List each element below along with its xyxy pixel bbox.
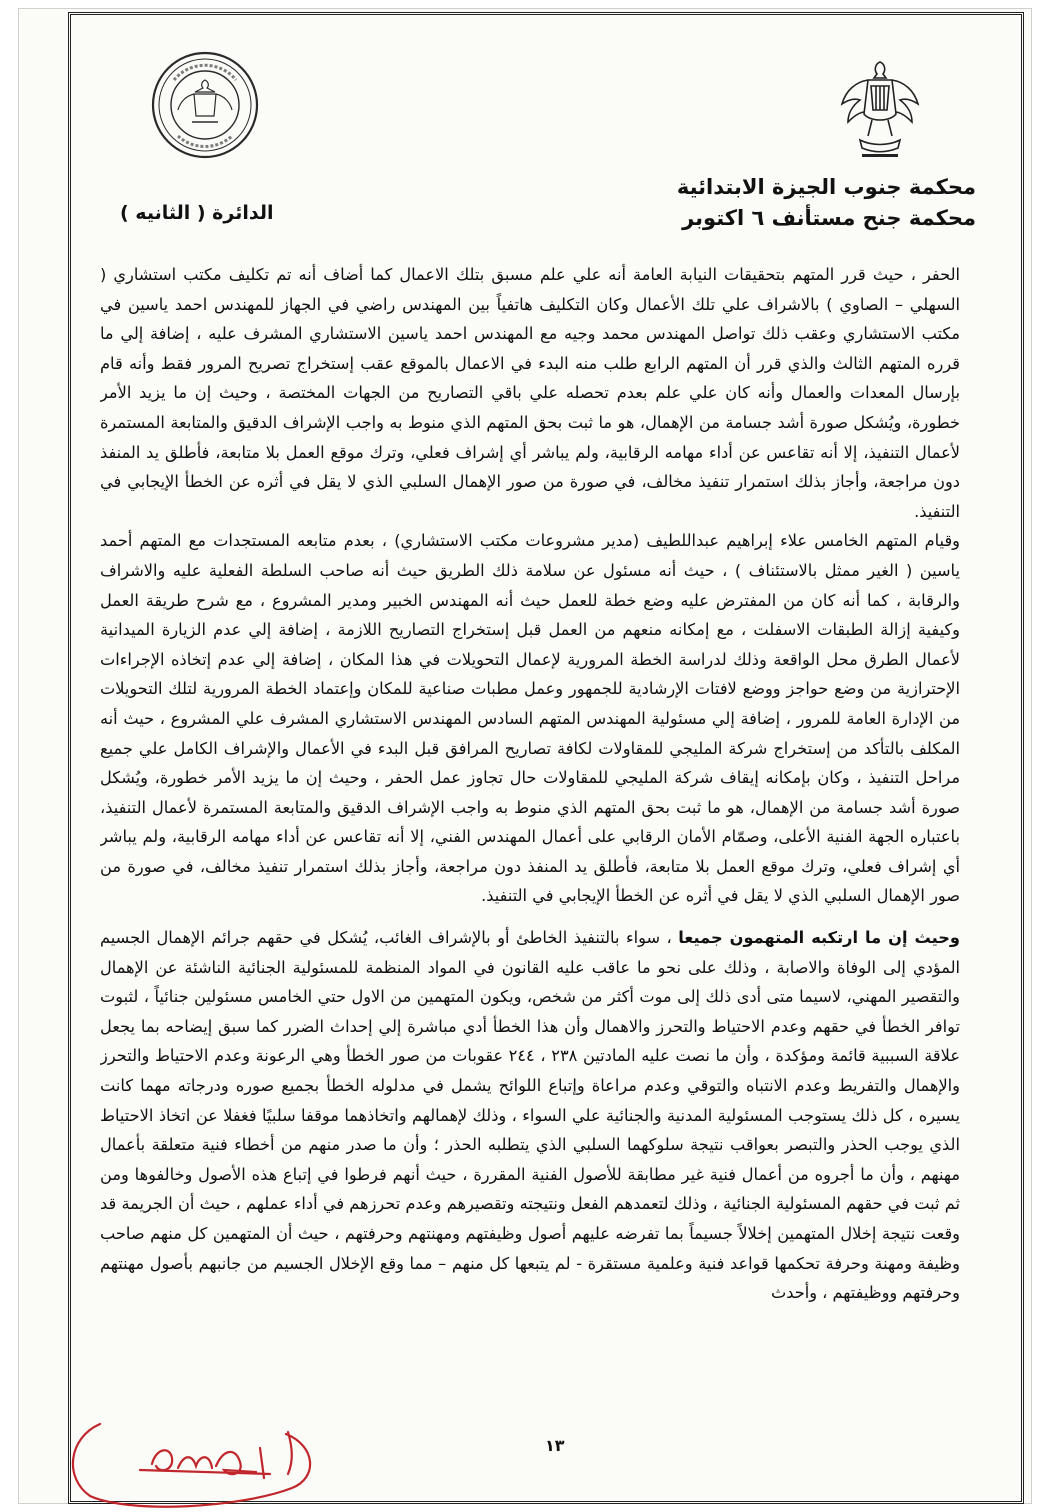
court-name: محكمة جنوب الجيزة الابتدائية [676, 175, 976, 199]
paragraph-2: وقيام المتهم الخامس علاء إبراهيم عبداللطيف (مدير مشروعات مكتب الاستشاري) ، بعدم متابعه المستجدات مع المتهم أحمد ياسين ( الغير ممثل بالاستئناف ) ، حيث أنه مسئول عن سلامة ذلك الطريق حيث أنه صاحب السلطة الفعلية عليه والاشراف والرقابة ، كما أنه كان من المفترض عليه وضع خطة للعمل حيث أنه المهندس الخبير ومدير المشروع ، مع شرح طريقة العمل وكيفية إزالة الطبقات الاسفلت ، مع إمكانه منعهم من العمل قبل إستخراج التصاريح اللازمة ، إضافة إلي عدم الزيارة الميدانية لأعمال الطرق محل الواقعة وذلك لدراسة الخطة المرورية لإعمال التحويلات في هذا المكان ، إضافة إلي عدم إتخاذه الإجراءات الإحترازية من وضع حواجز ووضع لافتات الإرشادية للجمهور وعمل مطبات صناعية للمكان وإعتماد الخطة المرورية لتلك التحويلات من الإدارة العامة للمرور ، إضافة إلي مسئولية المهندس المتهم السادس المهندس الاستشاري المشرف علي المشروع ، حيث أنه المكلف بالتأكد من إستخراج شركة المليجي للمقاولات لكافة تصاريح المرافق قبل البدء في الأعمال والإشراف الكامل علي جميع مراحل التنفيذ ، وكان بإمكانه إيقاف شركة المليجي للمقاولات حال تجاوز عمل الحفر ، وحيث إن ما يزيد الأمر خطورة، ويُشكل صورة أشد جسامة من الإهمال، هو ما ثبت بحق المتهم الذي منوط به واجب الإشراف الدقيق والمتابعة المستمرة لأعمال التنفيذ، باعتباره الجهة الفنية الأعلى، وصمّام الأمان الرقابي على أعمال المهندس الفني، إلا أنه تقاعس عن أداء مهامه الرقابية، ولم يباشر أي إشراف فعلي، وترك موقع العمل بلا متابعة، فأطلق يد المنفذ دون مراجعة، وأجاز بذلك استمرار تنفيذ مخالف، في صورة من صور الإهمال السلبي الذي لا يقل في أثره عن الخطأ الإيجابي في التنفيذ. [100, 531, 960, 906]
eagle-emblem-icon [838, 56, 922, 166]
court-division: محكمة جنح مستأنف ٦ اكتوبر [682, 206, 976, 230]
paragraph-1: الحفر ، حيث قرر المتهم بتحقيقات النيابة العامة أنه علي علم مسبق بتلك الاعمال كما أضاف أنه تم تكليف مكتب استشاري ( السهلي – الصاوي ) بالاشراف علي تلك الأعمال وكان التكليف هاتفياً بين المهندس راضي في الجهاز للمهندس احمد ياسين في مكتب الاستشاري وعقب ذلك تواصل المهندس محمد وجيه مع المهندس احمد ياسين الاستشاري المشرف عليه ، إضافة إلي ما قرره المتهم الثالث والذي قرر أن المتهم الرابع طلب منه البدء في الاعمال بالموقع عقب إستخراج تصريح المرور فقط وأنه قام بإرسال المعدات والعمال وأنه كان علي علم بعدم تحصله علي باقي التصاريح من الجهات المختصة ، وحيث إن ما يزيد الأمر خطورة، ويُشكل صورة أشد جسامة من الإهمال، هو ما ثبت بحق المتهم الذي منوط به واجب الإشراف الدقيق والمتابعة المستمرة لأعمال التنفيذ، إلا أنه تقاعس عن أداء مهامه الرقابية، ولم يباشر أي إشراف فعلي، وترك موقع العمل بلا متابعة، فأطلق يد المنفذ دون مراجعة، وأجاز بذلك استمرار تنفيذ مخالف، في صورة من صور الإهمال السلبي الذي لا يقل في أثره عن الخطأ الإيجابي في التنفيذ. [100, 265, 960, 521]
court-header [677, 172, 976, 234]
paragraph-3-text: ، سواء بالتنفيذ الخاطئ أو بالإشراف الغائب، يُشكل في حقهم جرائم الإهمال الجسيم المؤدي إلى الوفاة والاصابة ، وذلك على نحو ما عاقب عليه القانون في المواد المنظمة للمسئولية الجنائية الناشئة عن الإهمال والتقصير المهني، لاسيما متى أدى ذلك إلى موت أكثر من شخص، ويكون المتهمين من الاول حتي الخامس مسئولين جنائياً ، لثبوت توافر الخطأ في حقهم وعدم الاحتياط والتحرز والاهمال وأن هذا الخطأ أدي مباشرة إلي إحداث الضرر كما سبق إيضاحه بما يجعل علاقة السببية قائمة ومؤكدة ، وأن ما نصت عليه المادتين ٢٣٨ ، ٢٤٤ عقوبات من صور الخطأ وهي الرعونة وعدم الاحتياط والتحرز والإهمال والتفريط وعدم الانتباه والتوقي وعدم مراعاة وإتباع اللوائح يشمل في مدلوله الخطأ بجميع صوره ودرجاته مهما كانت يسيره ، كل ذلك يستوجب المسئولية المدنية والجنائية علي السواء ، وذلك لإهمالهم واتخاذهما موقفا سلبيًا فغفلا عن اتخاذ الاحتياط الذي يوجب الحذر والتبصر بعواقب نتيجة سلوكهما السلبي الذي يتطلبه الحذر ؛ وأن ما صدر منهم من أخطاء فنية متعلقة بأعمال مهنهم ، وأن ما أجروه من أعمال فنية غير مطابقة للأصول الفنية المقررة ، حيث أنهم فرطوا في إتباع هذه الأصول وخالفوها ومن ثم ثبت في حقهم المسئولية الجنائية ، وذلك لتعمدهم الفعل ونتيجته وتقصيرهم وعدم تحرزهم في أداء عملهم ، حيث أن الجريمة قد وقعت نتيجة إخلال المتهمين إخلالاً جسيماً بما تفرضه عليهم أصول وظيفتهم ومهنتهم وحرفتهم ، حيث أن المتهمين كل منهم صاحب وظيفة ومهنة وحرفة تحكمها قواعد فنية وعلمية مستقرة - لم يتبعها كل منهم – مما وقع الإخلال الجسيم من جانبهم بأصول مهنتهم وحرفتهم ووظيفتهم ، وأحدث [100, 928, 960, 1303]
circuit-label: الدائرة ( الثانيه ) [120, 202, 274, 224]
handwritten-signature [60, 1418, 320, 1510]
page-number: ١٣ [545, 1436, 565, 1455]
paragraph-3-lead: وحيث إن ما ارتكبه المتهمون جميعا [678, 928, 960, 948]
paragraph-3 [100, 923, 960, 1308]
court-seal-stamp [150, 50, 260, 160]
judgment-body [100, 260, 960, 1432]
